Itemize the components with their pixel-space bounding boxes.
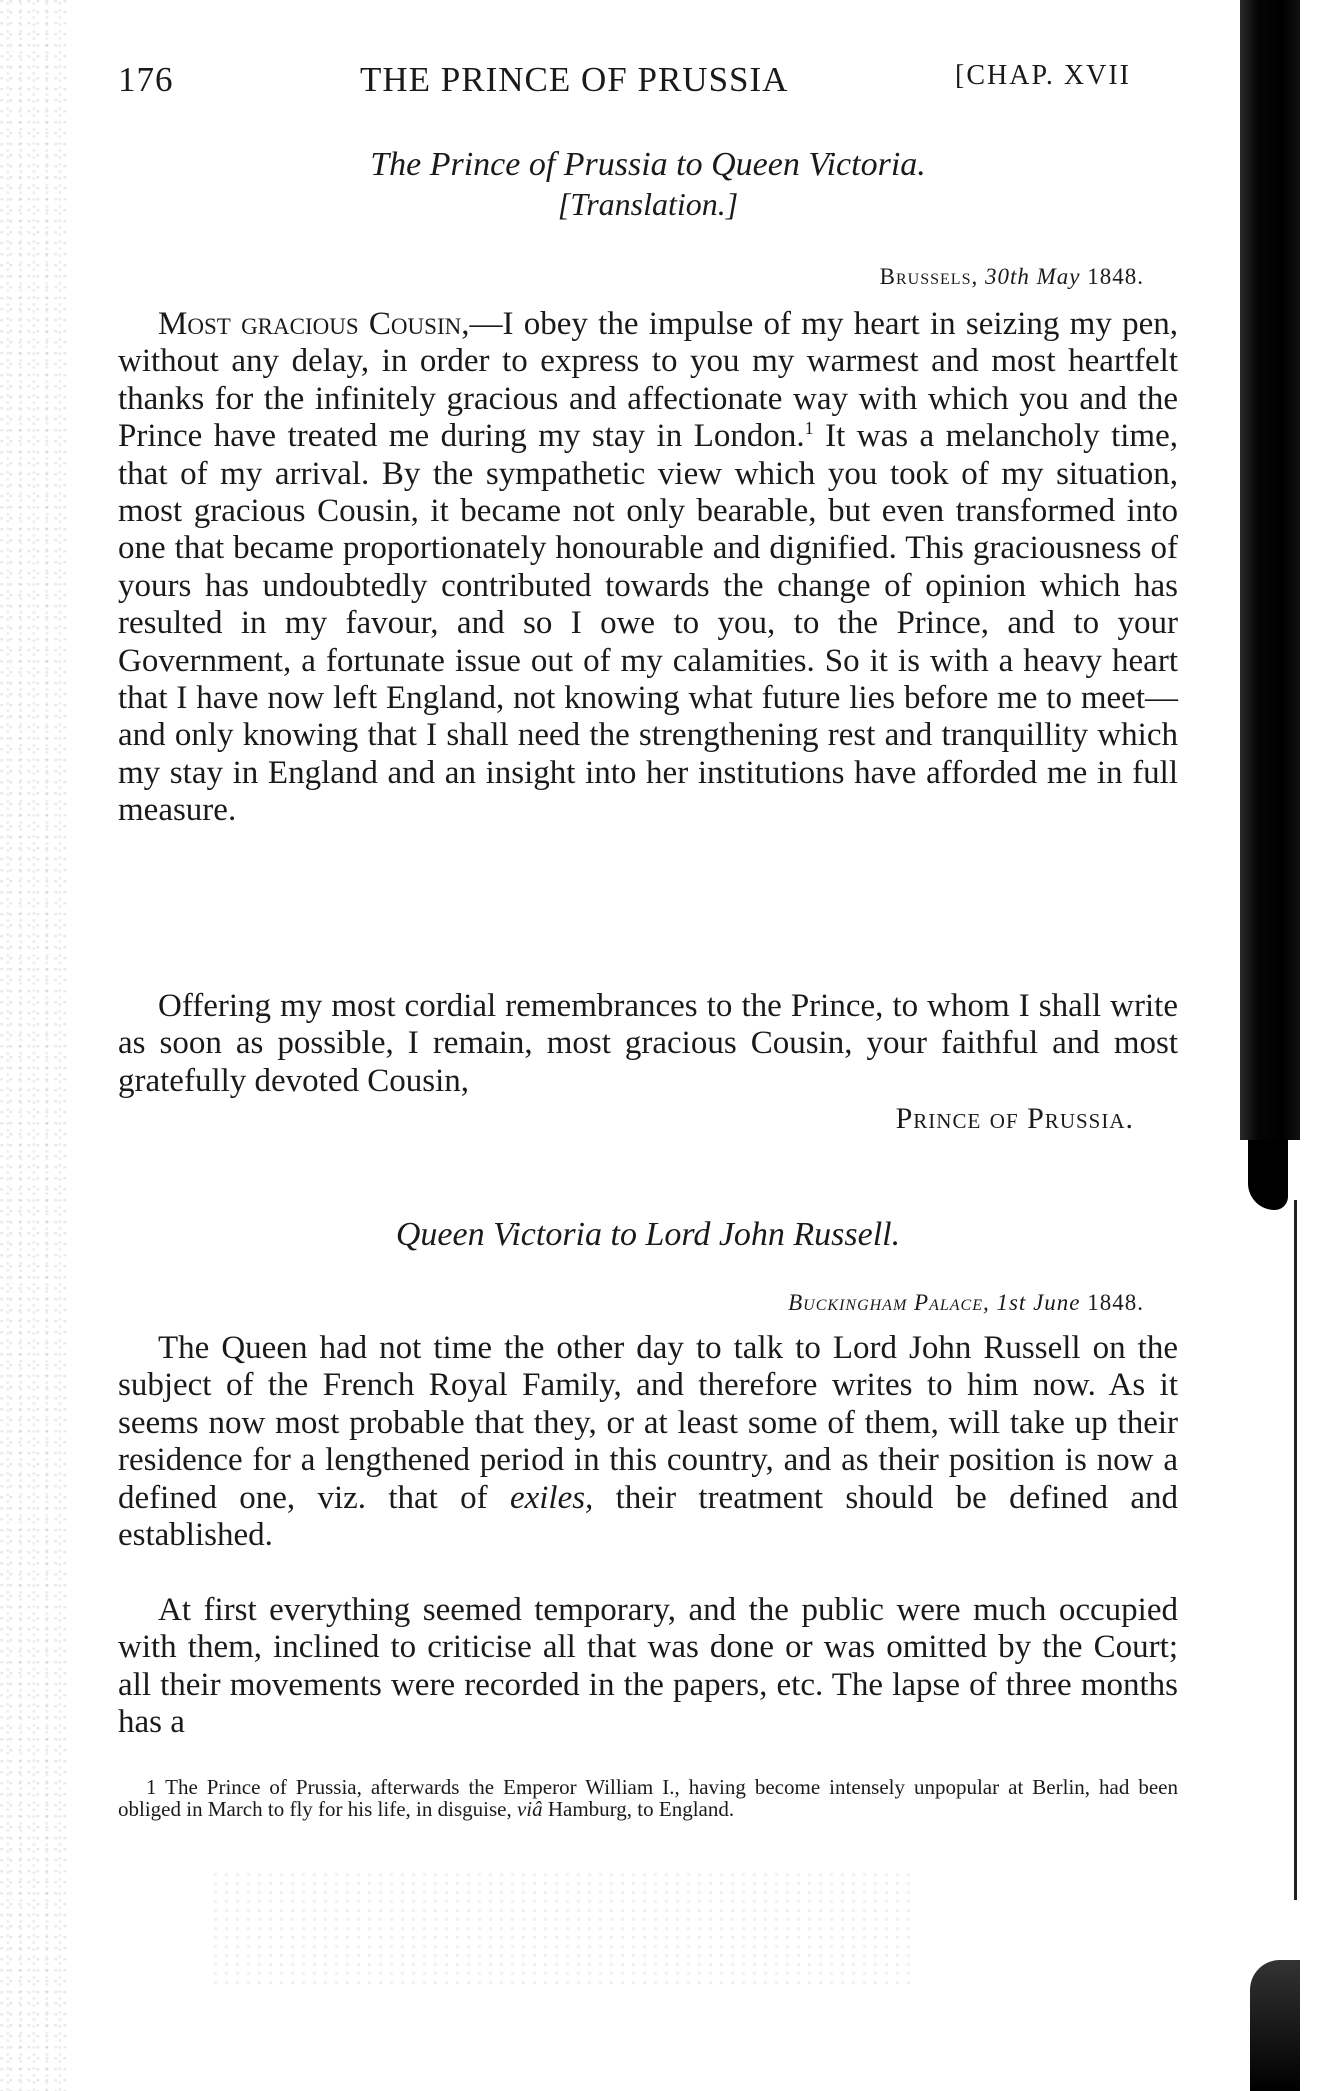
letter1-salutation: Most gracious Cousin, — [158, 306, 470, 342]
letter1-paragraph-2: Offering my most cordial remembrances to the Prince, to whom I shall write as soon as possible, I remain, most gracious Cousin, your faithful and most gratefully devoted Cousin, — [118, 988, 1178, 1099]
footnote-reference: 1 — [804, 418, 814, 439]
letter1-dateline — [880, 264, 1144, 290]
letter2-dateline — [788, 1290, 1144, 1316]
page-number: 176 — [118, 60, 174, 99]
letter1-para1-text-cont: It was a melancholy time, that of my arrival. By the sympathetic view which you took of my situation, most gracious Cousin, it became not only bearable, but even transformed into one that became proportionately honourable and dignified. This graciousness of yours has undoubtedly contributed towards the change of opinion which has resulted in my favour, and so I owe to you, to the Prince, and to your Government, a fortunate issue out of my calamities. So it is with a heavy heart that I have now left England, not knowing what future lies before me to meet—and only knowing that I shall need the strengthening rest and tranquillity which my stay in England and an insight into her institutions have afforded me in full measure. — [118, 418, 1178, 829]
letter1-translation-note: [Translation.] — [557, 186, 739, 222]
letter1-para1-text: —I obey the impulse of my heart in seizing my pen, without any delay, in order to express to you my warmest and most heartfelt thanks for the infinitely gracious and affectionate way with which you and the Prince have treated me during my stay in London. — [118, 306, 1179, 455]
footnote-text-a: The Prince of Prussia, afterwards the Emperor William I., having become intensely unpopular at Berlin, had been obliged in March to fly for his life, in disguise, — [118, 1775, 1178, 1821]
footnote-emphasis: viâ — [516, 1797, 543, 1821]
footnote-text-b: Hamburg, to England. — [542, 1797, 735, 1821]
letter1-title: The Prince of Prussia to Queen Victoria. — [370, 146, 926, 183]
scan-edge-noise — [0, 0, 70, 2091]
letter2-para1-end: their treatment should be defined and established. — [118, 1479, 1178, 1554]
footnote-marker: 1 — [146, 1775, 157, 1799]
letter2-title: Queen Victoria to Lord John Russell. — [395, 1216, 901, 1253]
letter2-para1-emphasis: exiles, — [509, 1479, 594, 1516]
book-spine-edge-line — [1294, 1200, 1297, 1900]
letter2-para1-text: The Queen had not time the other day to talk to Lord John Russell on the subject of the French Royal Family, and therefore writes to him now. As it seems now most probable that they, or at least some of them, will take up their residence for a lengthened period in this country, and as their position is now a defined one, viz. that of — [118, 1330, 1178, 1516]
letter2-paragraph-2: At first everything seemed temporary, and the public were much occupied with them, inclined to criticise all that was done or was omitted by the Court; all their movements were recorded in the papers, etc. The lapse of three months has a — [118, 1592, 1178, 1741]
book-spine-shadow-tip — [1248, 1140, 1288, 1210]
letter2-date-day: 1st June — [996, 1290, 1081, 1315]
footnote — [118, 1776, 1178, 1820]
scan-bottom-noise — [210, 1870, 910, 1990]
book-spine-foot — [1250, 1960, 1300, 2091]
letter1-signature: Prince of Prussia. — [895, 1102, 1134, 1135]
letter1-paragraph-1 — [118, 306, 1178, 830]
running-title: THE PRINCE OF PRUSSIA — [360, 60, 789, 99]
chapter-marker: [CHAP. XVII — [955, 60, 1131, 91]
letter1-date-day: 30th May — [984, 264, 1081, 289]
letter1-date-year: 1848. — [1087, 264, 1144, 289]
book-spine-shadow — [1240, 0, 1300, 1140]
letter2-paragraph-1 — [118, 1330, 1178, 1554]
letter2-place: Buckingham Palace, — [788, 1290, 990, 1315]
letter2-date-year: 1848. — [1087, 1290, 1144, 1315]
letter1-place: Brussels, — [879, 264, 979, 289]
